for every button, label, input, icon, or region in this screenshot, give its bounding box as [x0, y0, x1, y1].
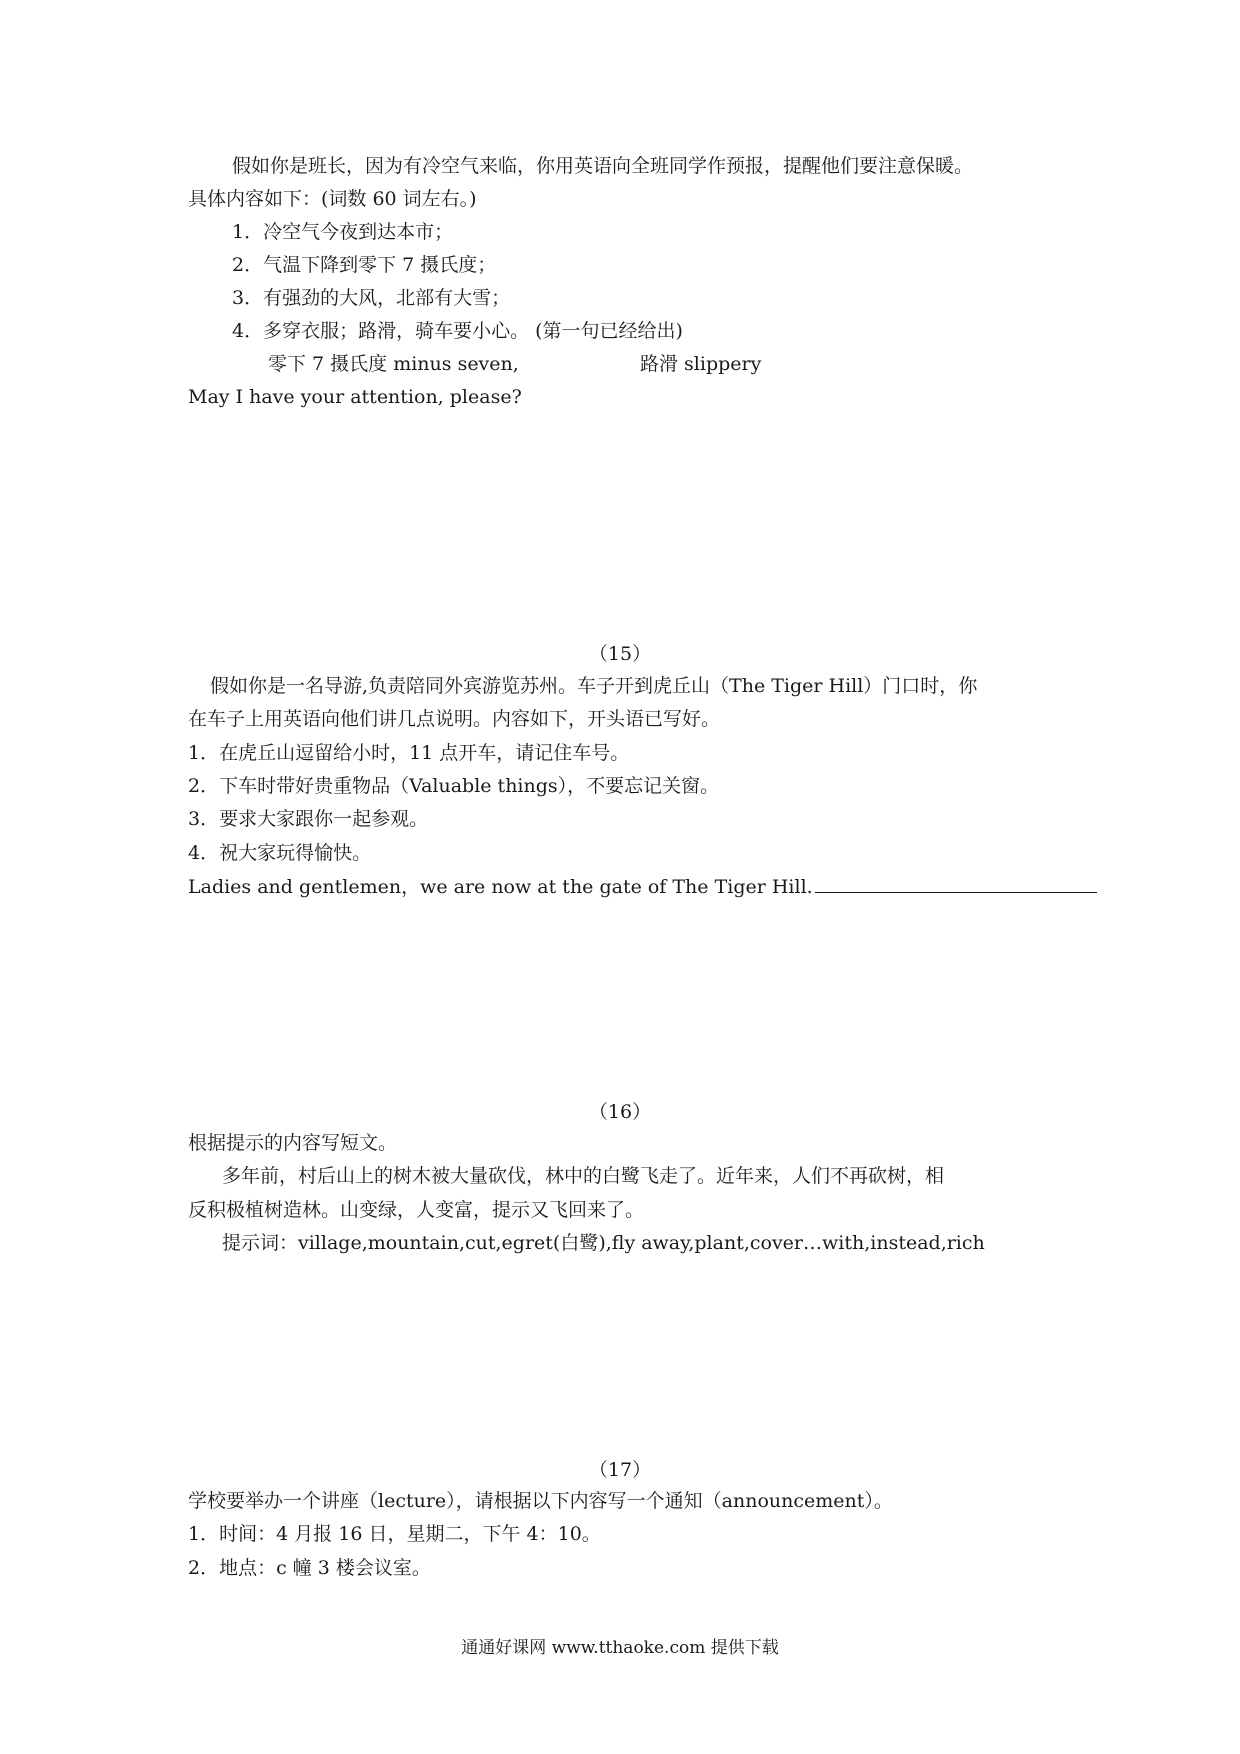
section15-item-1: 1．在虎丘山逗留给小时，11 点开车，请记住车号。	[188, 742, 630, 764]
answer-blank	[815, 874, 1097, 893]
section14-intro-line1: 假如你是班长，因为有冷空气来临，你用英语向全班同学作预报，提醒他们要注意保暖。	[232, 155, 974, 177]
section16-number: （16）	[588, 1101, 652, 1123]
section17-number: （17）	[588, 1459, 652, 1481]
section15-item-3: 3．要求大家跟你一起参观。	[188, 808, 429, 830]
section14-opening: May I have your attention, please?	[188, 386, 522, 408]
section14-item-1: 1．冷空气今夜到达本市；	[232, 221, 454, 243]
section14-item-3: 3．有强劲的大风，北部有大雪；	[232, 287, 511, 309]
section14-item-2: 2．气温下降到零下 7 摄氏度；	[232, 254, 497, 276]
section15-intro-line1: 假如你是一名导游,负责陪同外宾游览苏州。车子开到虎丘山（The Tiger Hill）门口时，你	[210, 675, 978, 697]
section17-item-1: 1．时间：4 月报 16 日，星期二，下午 4：10。	[188, 1523, 601, 1545]
section15-opening-line	[188, 874, 1097, 899]
section17-item-2: 2．地点：c 幢 3 楼会议室。	[188, 1557, 431, 1579]
section15-item-4: 4．祝大家玩得愉快。	[188, 842, 372, 864]
section14-hint-minus-seven: 零下 7 摄氏度 minus seven,	[268, 353, 519, 375]
section17-instruction: 学校要举办一个讲座（lecture），请根据以下内容写一个通知（announcement）。	[188, 1490, 893, 1512]
page-footer: 通通好课网 www.tthaoke.com 提供下载	[461, 1638, 779, 1658]
section15-number: （15）	[588, 643, 652, 665]
section16-keywords: 提示词：village,mountain,cut,egret(白鹭),fly away,plant,cover…with,instead,rich	[222, 1232, 985, 1254]
section15-item-2: 2．下车时带好贵重物品（Valuable things），不要忘记关窗。	[188, 775, 720, 797]
section16-body-line1: 多年前，村后山上的树木被大量砍伐，林中的白鹭飞走了。近年来，人们不再砍树，相	[222, 1165, 945, 1187]
section15-intro-line2: 在车子上用英语向他们讲几点说明。内容如下，开头语已写好。	[188, 708, 721, 730]
section16-body-line2: 反积极植树造林。山变绿，人变富，提示又飞回来了。	[188, 1199, 645, 1221]
section16-instruction: 根据提示的内容写短文。	[188, 1132, 398, 1154]
section14-item-4: 4．多穿衣服；路滑，骑车要小心。 (第一句已经给出)	[232, 320, 683, 342]
section15-opening: Ladies and gentlemen，we are now at the gate of The Tiger Hill.	[188, 876, 813, 898]
section14-hint-slippery: 路滑 slippery	[640, 353, 762, 375]
section14-intro-line2: 具体内容如下：(词数 60 词左右。)	[188, 188, 477, 210]
